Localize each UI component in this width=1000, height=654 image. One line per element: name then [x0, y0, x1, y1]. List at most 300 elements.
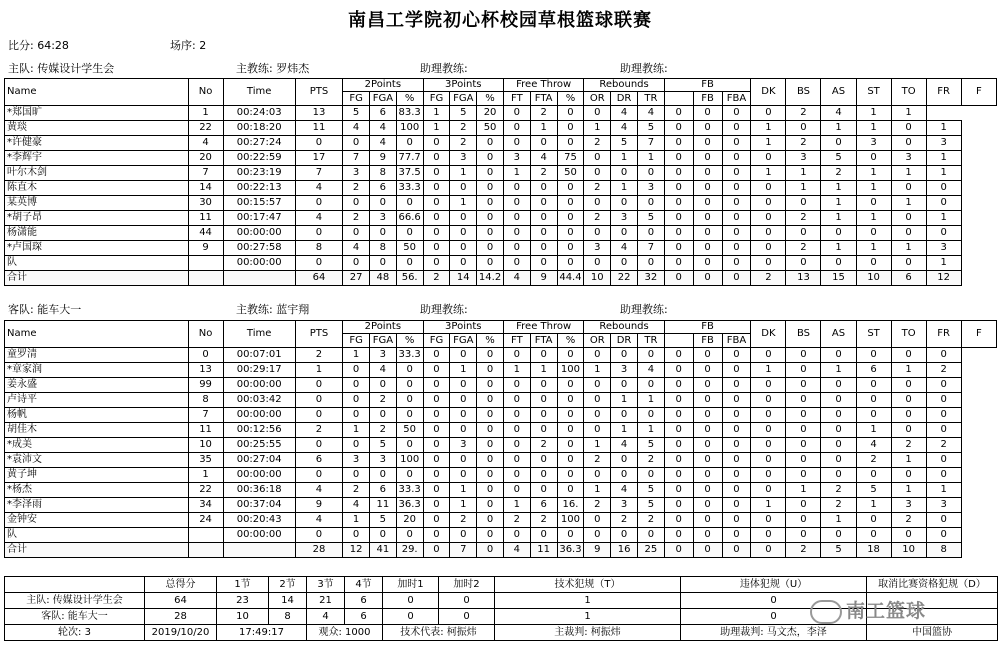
stat-cell: 34: [188, 498, 223, 513]
stat-cell: 6: [530, 498, 557, 513]
stat-cell: 7: [637, 241, 664, 256]
stat-cell: 0: [821, 453, 856, 468]
stat-cell: 0: [396, 468, 423, 483]
stat-cell: 0: [722, 166, 751, 181]
stat-cell: 0: [423, 151, 450, 166]
stat-cell: 0: [891, 468, 926, 483]
stat-cell: 0: [786, 226, 821, 241]
stat-cell: 0: [477, 408, 504, 423]
summary-cell: 4节: [345, 577, 383, 593]
stat-cell: 00:00:00: [223, 256, 295, 271]
player-name: 卢诗平: [5, 393, 189, 408]
stat-cell: 50: [396, 241, 423, 256]
totals-cell: 9: [530, 271, 557, 286]
stat-cell: 0: [722, 498, 751, 513]
player-name: 金钟安: [5, 513, 189, 528]
summary-cell: 4: [307, 609, 345, 625]
stat-cell: 0: [295, 528, 342, 543]
stat-cell: 0: [423, 226, 450, 241]
stat-cell: 50: [477, 121, 504, 136]
stat-cell: 3: [450, 151, 477, 166]
col-subheader-tr: TR: [637, 92, 664, 106]
stat-cell: 0: [396, 363, 423, 378]
col-subheader-tr: TR: [637, 334, 664, 348]
stat-cell: 0: [693, 378, 722, 393]
stat-cell: 0: [557, 136, 584, 151]
stat-cell: 0: [477, 196, 504, 211]
player-row: [5, 121, 997, 136]
stat-cell: 0: [722, 181, 751, 196]
totals-cell: 8: [926, 543, 961, 558]
home-asst1-label: 助理教练:: [420, 62, 468, 75]
stat-cell: 0: [343, 528, 370, 543]
stat-cell: 8: [188, 393, 223, 408]
summary-cell: [5, 577, 145, 593]
player-name: *许健豪: [5, 136, 189, 151]
col-header-no: No: [188, 321, 223, 348]
stat-cell: 0: [664, 363, 693, 378]
stat-cell: 0: [396, 528, 423, 543]
totals-cell: 11: [530, 543, 557, 558]
stat-cell: 2: [821, 498, 856, 513]
stat-cell: 77.7: [396, 151, 423, 166]
stat-cell: 1: [503, 166, 530, 181]
stat-cell: 0: [786, 393, 821, 408]
stat-cell: 0: [611, 453, 638, 468]
col-header-to: TO: [891, 79, 926, 106]
footer-cell: 2019/10/20: [145, 625, 217, 641]
stat-cell: 0: [693, 483, 722, 498]
stat-cell: 0: [295, 196, 342, 211]
col-header-time: Time: [223, 321, 295, 348]
stat-cell: 0: [450, 226, 477, 241]
stat-cell: 00:24:03: [223, 106, 295, 121]
stat-cell: 5: [821, 151, 856, 166]
col-header-name: Name: [5, 79, 189, 106]
summary-cell: 8: [269, 609, 307, 625]
col-subheader-fg: FG: [343, 92, 370, 106]
stat-cell: 8: [369, 166, 396, 181]
player-name: 童罗清: [5, 348, 189, 363]
stat-cell: 0: [664, 393, 693, 408]
col-subheader-pct: %: [477, 92, 504, 106]
stat-cell: 99: [188, 378, 223, 393]
stat-cell: 2: [786, 136, 821, 151]
player-row: [5, 468, 997, 483]
stat-cell: 4: [295, 181, 342, 196]
col-subheader-blank: [664, 92, 693, 106]
stat-cell: 0: [664, 256, 693, 271]
stat-cell: 0: [530, 483, 557, 498]
totals-cell: 5: [821, 543, 856, 558]
stat-cell: 9: [369, 151, 396, 166]
stat-cell: 5: [637, 121, 664, 136]
stat-cell: 0: [423, 498, 450, 513]
stat-cell: 0: [722, 468, 751, 483]
stat-cell: 0: [926, 453, 961, 468]
stat-cell: 3: [450, 438, 477, 453]
stat-cell: 0: [584, 106, 611, 121]
stat-cell: 0: [821, 393, 856, 408]
stat-cell: 0: [664, 166, 693, 181]
stat-cell: 3: [856, 136, 891, 151]
stat-cell: 0: [343, 136, 370, 151]
summary-cell: 0: [383, 593, 439, 609]
col-subheader-dr: DR: [611, 92, 638, 106]
stat-cell: 0: [926, 468, 961, 483]
player-name: *章家润: [5, 363, 189, 378]
summary-cell: 2节: [269, 577, 307, 593]
stat-cell: 0: [584, 378, 611, 393]
stat-cell: 20: [188, 151, 223, 166]
stat-cell: 2: [295, 423, 342, 438]
stat-cell: 00:27:24: [223, 136, 295, 151]
summary-cell: 6: [345, 609, 383, 625]
stat-cell: 0: [751, 226, 786, 241]
stat-cell: 0: [477, 438, 504, 453]
stat-cell: 0: [423, 528, 450, 543]
stat-cell: 0: [664, 408, 693, 423]
stat-cell: 1: [751, 498, 786, 513]
player-name: 胡佳木: [5, 423, 189, 438]
col-header-bs: BS: [786, 321, 821, 348]
summary-cell: 加时1: [383, 577, 439, 593]
player-row: [5, 241, 997, 256]
stat-cell: 0: [722, 348, 751, 363]
stat-cell: 0: [477, 151, 504, 166]
stat-cell: 1: [891, 196, 926, 211]
stat-cell: 0: [584, 393, 611, 408]
col-header-f: F: [961, 321, 996, 348]
stat-cell: 4: [637, 363, 664, 378]
stat-cell: 2: [637, 513, 664, 528]
stat-cell: 0: [343, 468, 370, 483]
stat-cell: 0: [477, 423, 504, 438]
stat-cell: 0: [821, 226, 856, 241]
stat-cell: 0: [477, 136, 504, 151]
stat-cell: 0: [664, 106, 693, 121]
stat-cell: 0: [637, 468, 664, 483]
player-row: [5, 211, 997, 226]
stat-cell: 0: [450, 256, 477, 271]
stat-cell: 0: [477, 513, 504, 528]
summary-cell: 总得分: [145, 577, 217, 593]
stat-cell: 1: [786, 483, 821, 498]
stat-cell: 0: [343, 226, 370, 241]
stat-cell: 0: [396, 196, 423, 211]
stat-cell: 1: [891, 241, 926, 256]
stat-cell: 0: [722, 211, 751, 226]
stat-cell: 0: [557, 438, 584, 453]
summary-cell: 技术犯规（T）: [495, 577, 681, 593]
stat-cell: 1: [450, 363, 477, 378]
stat-cell: 4: [369, 136, 396, 151]
stat-cell: 0: [611, 348, 638, 363]
player-name: 姜永盛: [5, 378, 189, 393]
totals-cell: 27: [343, 271, 370, 286]
stat-cell: 0: [611, 226, 638, 241]
stat-cell: 0: [295, 256, 342, 271]
player-row: [5, 378, 997, 393]
totals-cell: 14.2: [477, 271, 504, 286]
stat-cell: 5: [611, 136, 638, 151]
stat-cell: 0: [503, 483, 530, 498]
stat-cell: 0: [343, 378, 370, 393]
summary-cell: 1: [495, 609, 681, 625]
stat-cell: 75: [557, 151, 584, 166]
stat-cell: 1: [611, 393, 638, 408]
player-row: [5, 498, 997, 513]
stat-cell: 0: [396, 378, 423, 393]
player-name: *卢国琛: [5, 241, 189, 256]
stat-cell: 2: [530, 513, 557, 528]
stat-cell: 0: [503, 423, 530, 438]
totals-cell: 10: [584, 271, 611, 286]
col-header-fr: FR: [926, 79, 961, 106]
stat-cell: 1: [503, 498, 530, 513]
totals-cell: 2: [423, 271, 450, 286]
stat-cell: 1: [450, 166, 477, 181]
stat-cell: 8: [369, 241, 396, 256]
footer-cell: 助理裁判: 马文杰，李泽: [681, 625, 867, 641]
stat-cell: 0: [891, 256, 926, 271]
stat-cell: 2: [450, 136, 477, 151]
player-name: *袁沛文: [5, 453, 189, 468]
player-name: 杨潇能: [5, 226, 189, 241]
stat-cell: 30: [188, 196, 223, 211]
totals-cell: 10: [856, 271, 891, 286]
stat-cell: 1: [786, 166, 821, 181]
stat-cell: 3: [611, 211, 638, 226]
stat-cell: 1: [856, 211, 891, 226]
stat-cell: 0: [369, 226, 396, 241]
stat-cell: 0: [722, 438, 751, 453]
stat-cell: 0: [751, 106, 786, 121]
col-subheader-ft: FT: [503, 92, 530, 106]
player-name: *李辉宇: [5, 151, 189, 166]
summary-cell: 3节: [307, 577, 345, 593]
player-name: 队: [5, 528, 189, 543]
footer-cell: 中国篮协: [867, 625, 998, 641]
stat-cell: 0: [530, 256, 557, 271]
totals-cell: 12: [343, 543, 370, 558]
stat-cell: 5: [637, 211, 664, 226]
stat-cell: 0: [664, 423, 693, 438]
summary-cell: 取消比赛资格犯规（D）: [867, 577, 998, 593]
stat-cell: 0: [530, 348, 557, 363]
stat-cell: 1: [856, 498, 891, 513]
stat-cell: 0: [891, 226, 926, 241]
stat-cell: 0: [786, 348, 821, 363]
stat-cell: 0: [856, 378, 891, 393]
summary-cell: 违体犯规（U）: [681, 577, 867, 593]
stat-cell: 1: [856, 423, 891, 438]
stat-cell: 0: [664, 513, 693, 528]
stat-cell: 0: [664, 241, 693, 256]
stat-cell: 0: [450, 453, 477, 468]
stat-cell: 3: [369, 453, 396, 468]
stat-cell: 0: [557, 211, 584, 226]
stat-cell: 1: [926, 256, 961, 271]
stat-cell: 1: [530, 363, 557, 378]
stat-cell: 0: [423, 408, 450, 423]
stat-cell: 4: [295, 483, 342, 498]
stat-cell: 2: [369, 423, 396, 438]
stat-cell: 0: [503, 393, 530, 408]
player-row: [5, 106, 997, 121]
stat-cell: 0: [557, 393, 584, 408]
stat-cell: 0: [891, 211, 926, 226]
stat-cell: 0: [530, 423, 557, 438]
player-row: [5, 348, 997, 363]
stat-cell: 0: [856, 151, 891, 166]
stat-cell: 0: [369, 468, 396, 483]
summary-cell: 加时2: [439, 577, 495, 593]
stat-cell: 0: [530, 393, 557, 408]
player-row: [5, 528, 997, 543]
stat-cell: 00:00:00: [223, 528, 295, 543]
col-subheader-fga: FGA: [369, 334, 396, 348]
stat-cell: 2: [584, 181, 611, 196]
stat-cell: 3: [343, 166, 370, 181]
player-row: [5, 408, 997, 423]
stat-cell: 0: [557, 256, 584, 271]
stat-cell: 0: [926, 181, 961, 196]
col-group-fb: FB: [664, 321, 751, 334]
player-row: [5, 393, 997, 408]
away-asst1-label: 助理教练:: [420, 303, 468, 316]
totals-cell: 16: [611, 543, 638, 558]
col-header-pts: PTS: [295, 79, 342, 106]
player-row: [5, 166, 997, 181]
stat-cell: 0: [786, 528, 821, 543]
stat-cell: 0: [664, 528, 693, 543]
stat-cell: 0: [856, 226, 891, 241]
stat-cell: 0: [343, 438, 370, 453]
totals-cell: 10: [891, 543, 926, 558]
player-row: [5, 196, 997, 211]
stat-cell: 0: [530, 378, 557, 393]
col-subheader-fb: FB: [693, 92, 722, 106]
stat-cell: 1: [530, 121, 557, 136]
stat-cell: 0: [423, 438, 450, 453]
stat-cell: 17: [295, 151, 342, 166]
stat-cell: 0: [557, 196, 584, 211]
stat-cell: 2: [926, 438, 961, 453]
player-row: [5, 151, 997, 166]
stat-cell: 0: [477, 226, 504, 241]
stat-cell: 0: [423, 393, 450, 408]
stat-cell: 0: [693, 408, 722, 423]
totals-cell: 0: [722, 543, 751, 558]
stat-cell: 0: [530, 226, 557, 241]
stat-cell: 0: [450, 423, 477, 438]
totals-cell: 22: [611, 271, 638, 286]
summary-footer-row: [5, 625, 998, 641]
stat-cell: 1: [343, 423, 370, 438]
stat-cell: 0: [477, 348, 504, 363]
stat-cell: 0: [856, 196, 891, 211]
stat-cell: 0: [637, 378, 664, 393]
player-name: 杨帆: [5, 408, 189, 423]
stat-cell: 0: [786, 513, 821, 528]
stat-cell: 0: [584, 513, 611, 528]
stat-cell: 0: [693, 226, 722, 241]
stat-cell: 0: [637, 256, 664, 271]
stat-cell: 0: [188, 348, 223, 363]
stat-cell: 0: [856, 468, 891, 483]
stat-cell: 0: [821, 136, 856, 151]
stat-cell: 0: [637, 196, 664, 211]
totals-cell: 29.: [396, 543, 423, 558]
stat-cell: 0: [557, 106, 584, 121]
stat-cell: 3: [503, 151, 530, 166]
player-name: *郑国旷: [5, 106, 189, 121]
stat-cell: 5: [856, 483, 891, 498]
stat-cell: 4: [856, 438, 891, 453]
stat-cell: 0: [396, 393, 423, 408]
stat-cell: 2: [450, 513, 477, 528]
totals-cell: 36.3: [557, 543, 584, 558]
summary-cell: 0: [439, 609, 495, 625]
stat-cell: 1: [926, 151, 961, 166]
stat-cell: 0: [693, 393, 722, 408]
stat-cell: 0: [722, 241, 751, 256]
stat-cell: 3: [343, 453, 370, 468]
col-subheader-fga: FGA: [450, 92, 477, 106]
stat-cell: 0: [693, 211, 722, 226]
totals-cell: 7: [450, 543, 477, 558]
stat-cell: 1: [450, 498, 477, 513]
col-subheader-blank: [664, 334, 693, 348]
stat-cell: 00:22:13: [223, 181, 295, 196]
stat-cell: 0: [503, 106, 530, 121]
stat-cell: 0: [821, 423, 856, 438]
stat-cell: 0: [786, 408, 821, 423]
player-name: *杨杰: [5, 483, 189, 498]
stat-cell: 0: [584, 528, 611, 543]
stat-cell: 0: [693, 196, 722, 211]
stat-cell: 0: [396, 408, 423, 423]
col-subheader-pct: %: [557, 92, 584, 106]
totals-cell: 0: [693, 543, 722, 558]
player-name: 队: [5, 256, 189, 271]
stat-cell: 0: [751, 528, 786, 543]
stat-cell: 0: [664, 151, 693, 166]
stat-cell: 0: [664, 196, 693, 211]
stat-cell: 00:27:58: [223, 241, 295, 256]
stat-cell: 0: [722, 423, 751, 438]
stat-cell: 0: [664, 498, 693, 513]
stat-cell: 0: [664, 181, 693, 196]
totals-cell: 64: [295, 271, 342, 286]
stat-cell: 0: [786, 256, 821, 271]
stat-cell: 0: [423, 468, 450, 483]
stat-cell: 0: [503, 211, 530, 226]
stat-cell: 0: [751, 453, 786, 468]
totals-cell: 56.: [396, 271, 423, 286]
stat-cell: 0: [557, 226, 584, 241]
col-header-as: AS: [821, 321, 856, 348]
stat-cell: 0: [891, 408, 926, 423]
stat-cell: 00:03:42: [223, 393, 295, 408]
stat-cell: 0: [503, 438, 530, 453]
stat-cell: 0: [530, 453, 557, 468]
stat-cell: 0: [477, 166, 504, 181]
stat-cell: 11: [295, 121, 342, 136]
stat-cell: 0: [722, 226, 751, 241]
stat-cell: 1: [584, 438, 611, 453]
